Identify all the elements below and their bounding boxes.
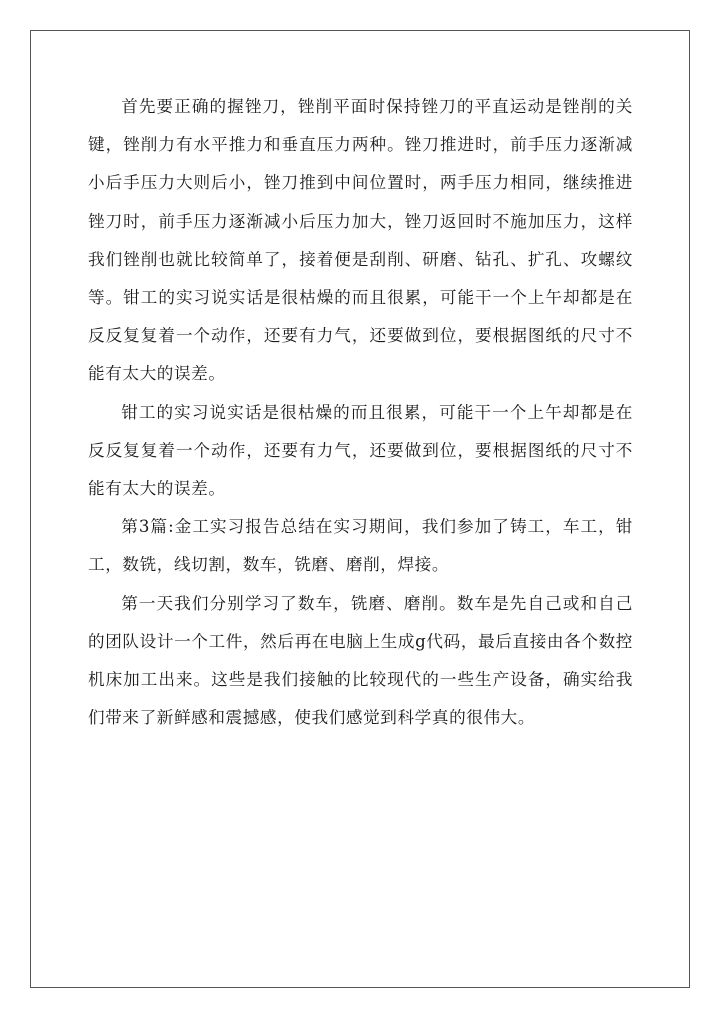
- paragraph-filing-technique: 首先要正确的握锉刀，锉削平面时保持锉刀的平直运动是锉削的关键，锉削力有水平推力和垂直压力两种。锉刀推进时，前手压力逐渐减小后手压力大则后小，锉刀推到中间位置时，两手压力相同，继续推进锉刀时，前手压力逐渐减小后压力加大，锉刀返回时不施加压力，这样我们锉削也就比较简单了，接着便是刮削、研磨、钻孔、扩孔、攻螺纹等。钳工的实习说实话是很枯燥的而且很累，可能干一个上午却都是在反反复复着一个动作，还要有力气，还要做到位，要根据图纸的尺寸不能有太大的误差。: [88, 97, 633, 384]
- paragraph-report-3-intro: 第3篇:金工实习报告总结在实习期间，我们参加了铸工，车工，钳工，数铣，线切割，数车，铣磨、磨削，焊接。: [88, 517, 633, 575]
- document-body: [88, 88, 633, 737]
- paragraph-fitter-practice: 钳工的实习说实话是很枯燥的而且很累，可能干一个上午却都是在反反复复着一个动作，还要有力气，还要做到位，要根据图纸的尺寸不能有太大的误差。: [88, 402, 633, 499]
- paragraph-first-day: 第一天我们分别学习了数车，铣磨、磨削。数车是先自己或和自己的团队设计一个工件，然后再在电脑上生成g代码，最后直接由各个数控机床加工出来。这些是我们接触的比较现代的一些生产设备，确实给我们带来了新鲜感和震撼感，使我们感觉到科学真的很伟大。: [88, 593, 633, 728]
